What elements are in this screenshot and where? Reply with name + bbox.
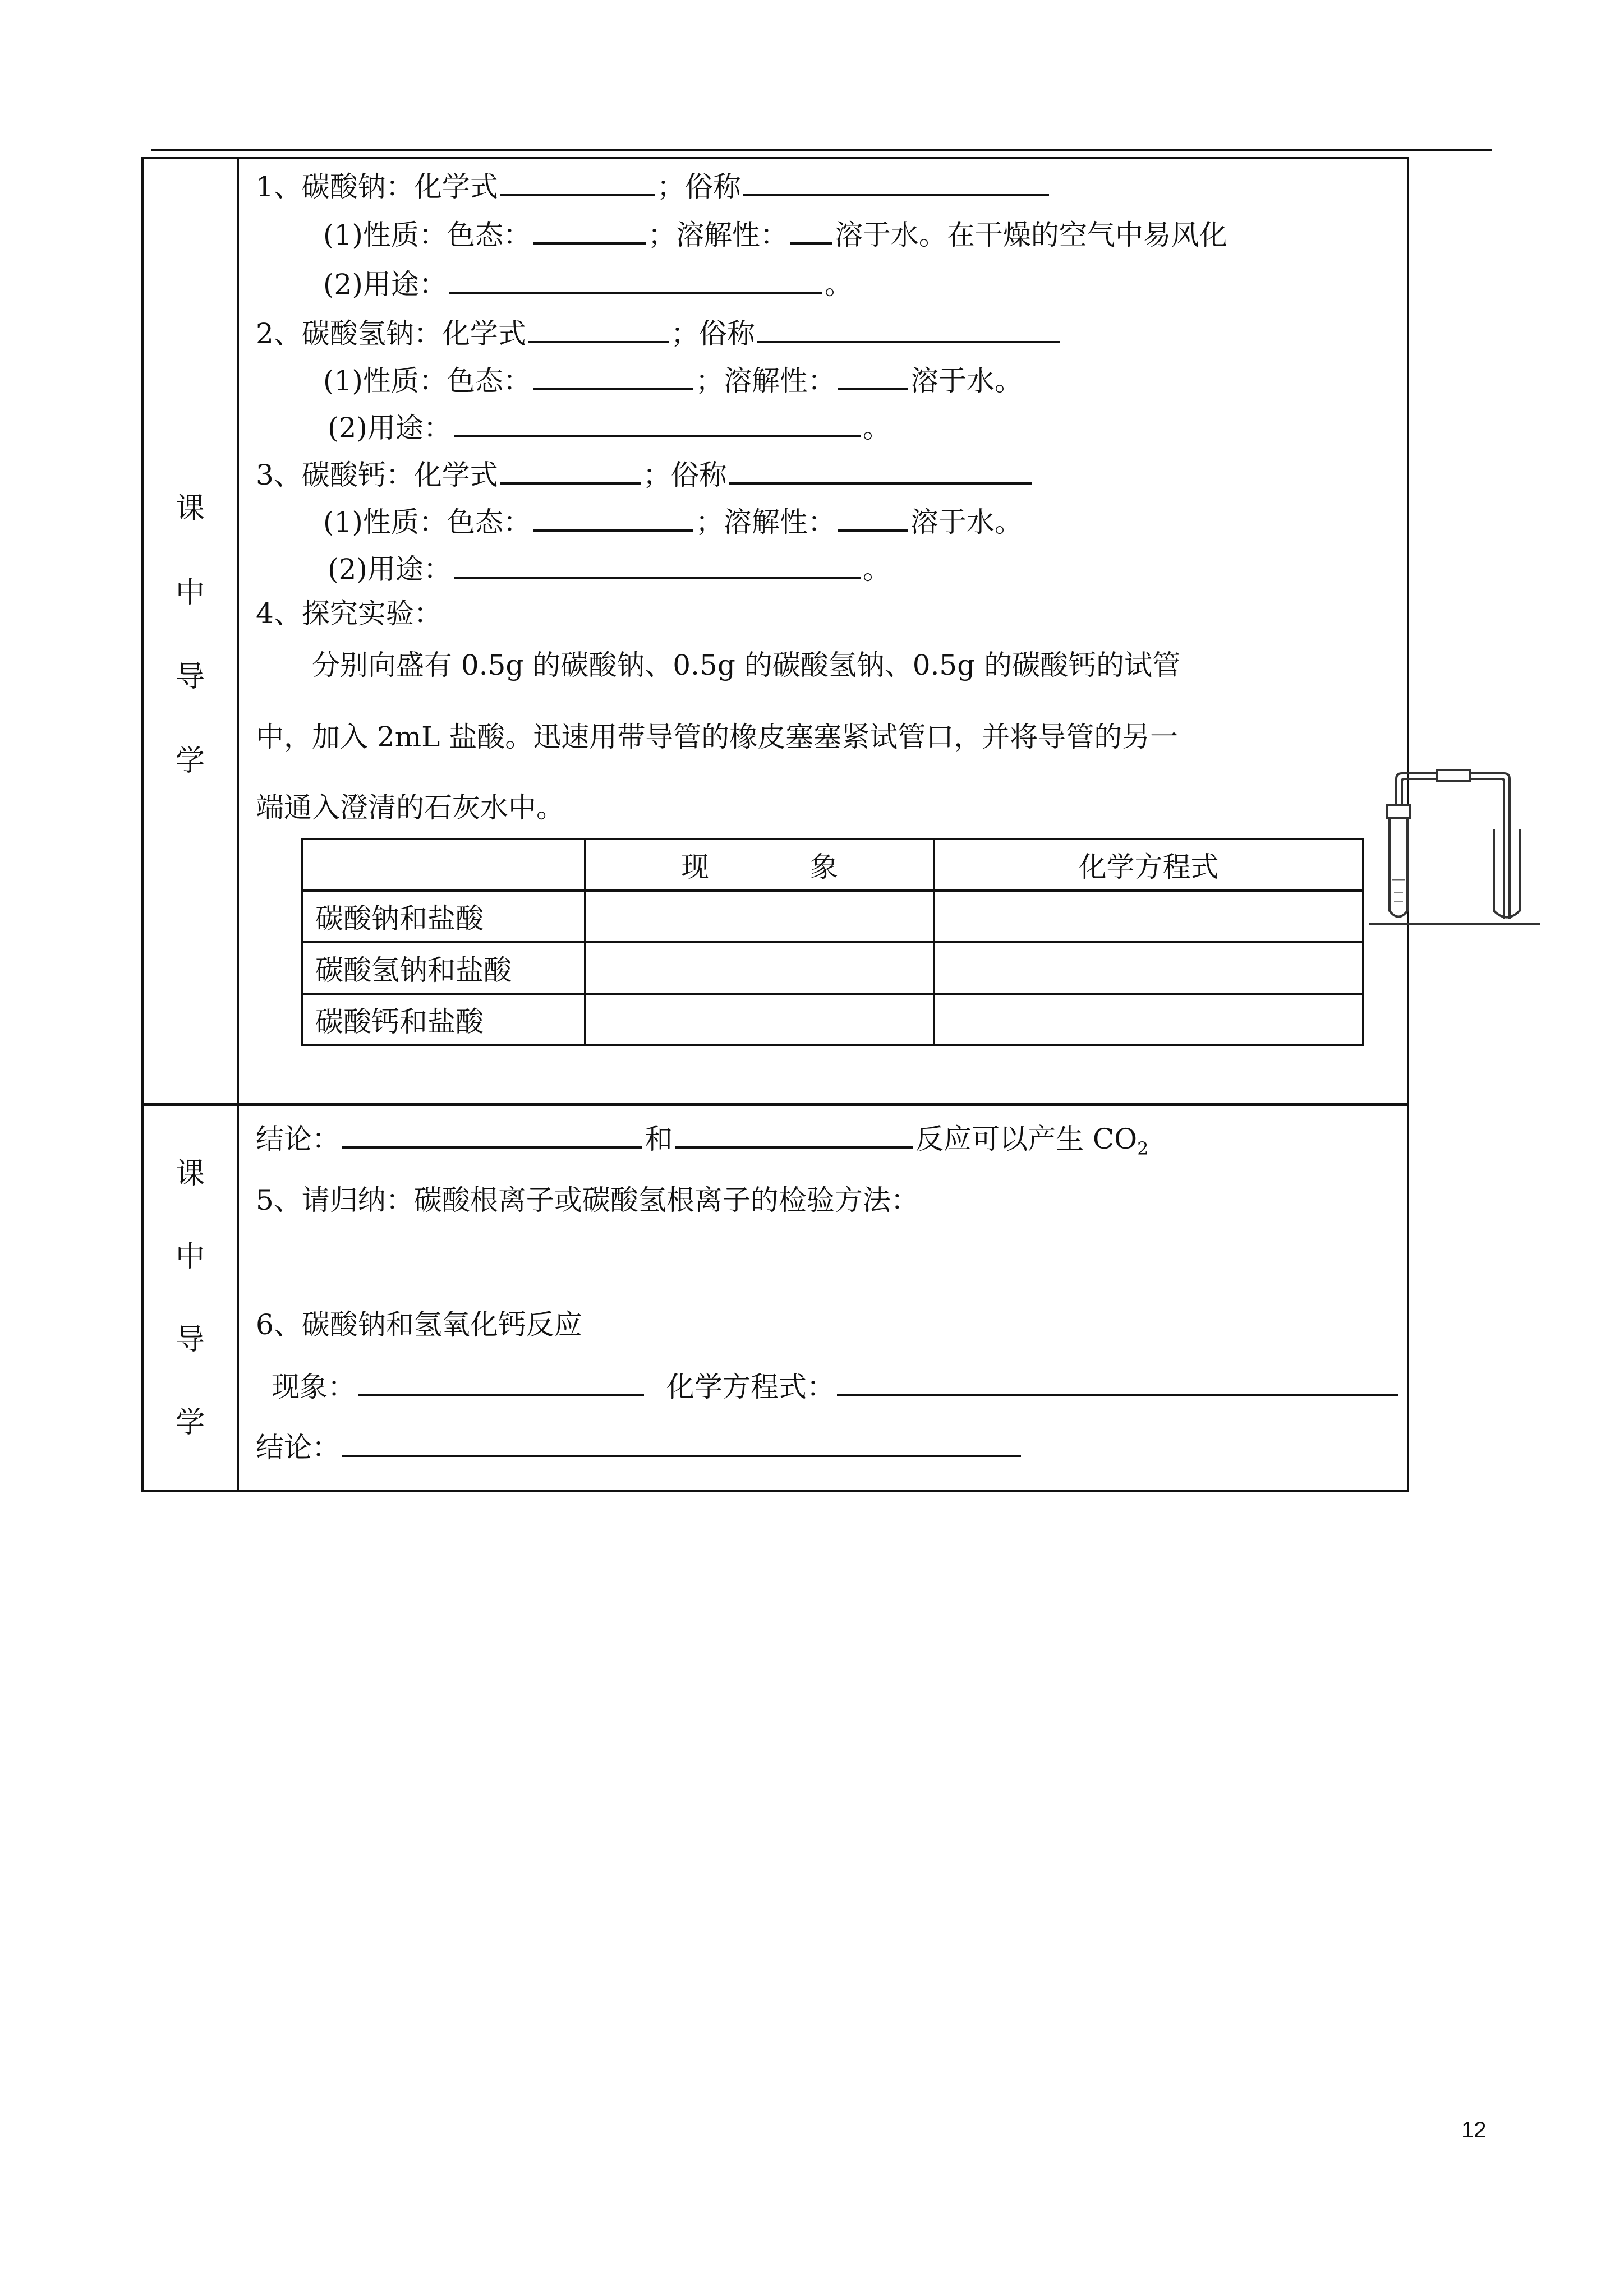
section-lesson-guide-1 — [141, 157, 1409, 1106]
q2-use-blank[interactable] — [454, 409, 861, 437]
q4-text-1: 分别向盛有 0.5g 的碳酸钠、0.5g 的碳酸氢钠、0.5g 的碳酸钙的试管 — [312, 649, 1181, 681]
q6-conclusion-line: 结论： — [256, 1429, 1023, 1464]
table-cell-equation[interactable] — [934, 994, 1363, 1045]
q6-conclusion-blank[interactable] — [342, 1429, 1021, 1457]
side-label-2 — [144, 1105, 237, 1490]
table-header-empty — [302, 839, 585, 891]
q5-line: 5、请归纳：碳酸根离子或碳酸氢根离子的检验方法： — [256, 1184, 919, 1216]
q3-solubility-blank[interactable] — [838, 504, 908, 532]
side-char: 学 — [175, 744, 205, 778]
q1-props-line: (1)性质：色态： ；溶解性： 溶于水。在干燥的空气中易风化 — [323, 216, 1227, 252]
q1-nickname-blank[interactable] — [743, 168, 1049, 196]
header-rule — [151, 149, 1492, 151]
side-char: 导 — [175, 660, 205, 694]
table-row-label: 碳酸钙和盐酸 — [302, 994, 585, 1045]
q6-phenomenon-blank[interactable] — [358, 1368, 644, 1396]
table-header-row — [302, 839, 1363, 891]
q2-formula-blank[interactable] — [528, 315, 669, 343]
q1-use-blank[interactable] — [449, 266, 822, 294]
table-cell-phenomenon[interactable] — [585, 942, 934, 994]
table-row — [302, 942, 1363, 994]
table-row-label: 碳酸钠和盐酸 — [302, 891, 585, 942]
q2-props-line: (1)性质：色态： ；溶解性： 溶于水。 — [323, 362, 1023, 398]
column-divider — [237, 1105, 239, 1490]
q3-line: 3、碳酸钙：化学式 ；俗称 — [256, 457, 1034, 492]
table-cell-equation[interactable] — [934, 891, 1363, 942]
table-cell-phenomenon[interactable] — [585, 891, 934, 942]
q1-state-blank[interactable] — [533, 216, 646, 245]
q6-line: 6、碳酸钠和氢氧化钙反应 — [256, 1308, 582, 1341]
side-char: 导 — [175, 1323, 205, 1357]
q1-formula-blank[interactable] — [500, 168, 655, 196]
conclusion-blank-1[interactable] — [342, 1121, 642, 1149]
q3-use-blank[interactable] — [454, 551, 861, 579]
table-row — [302, 994, 1363, 1045]
page-number: 12 — [1461, 2118, 1487, 2142]
conclusion-blank-2[interactable] — [675, 1121, 913, 1149]
table-row — [302, 891, 1363, 942]
q4-text-3: 端通入澄清的石灰水中。 — [256, 791, 564, 824]
section-lesson-guide-2 — [141, 1103, 1409, 1492]
side-label-1 — [144, 159, 237, 1104]
test-tube-apparatus-icon — [1369, 768, 1540, 930]
q2-state-blank[interactable] — [533, 362, 693, 390]
table-header-equation: 化学方程式 — [934, 839, 1363, 891]
q1-use-line: (2)用途： 。 — [323, 266, 853, 301]
q1-solubility-blank[interactable] — [790, 216, 832, 245]
side-char: 课 — [175, 1157, 205, 1191]
q1-line: 1、碳酸钠：化学式 ；俗称 — [256, 168, 1051, 204]
q6-phenomenon-line: 现象： 化学方程式： — [272, 1368, 1400, 1404]
q4-text-2: 中，加入 2mL 盐酸。迅速用带导管的橡皮塞塞紧试管口，并将导管的另一 — [256, 721, 1179, 753]
column-divider — [237, 159, 239, 1104]
table-row-label: 碳酸氢钠和盐酸 — [302, 942, 585, 994]
conclusion-line: 结论： 和 反应可以产生 $CO_2$ — [256, 1121, 1149, 1165]
q2-line: 2、碳酸氢钠：化学式 ；俗称 — [256, 315, 1062, 351]
q3-use-line: (2)用途： 。 — [328, 551, 891, 586]
side-char: 课 — [175, 492, 205, 525]
q3-state-blank[interactable] — [533, 504, 693, 532]
section-2-content — [256, 1105, 1396, 1490]
q2-use-line: (2)用途： 。 — [328, 409, 891, 445]
q2-nickname-blank[interactable] — [757, 315, 1060, 343]
side-char: 中 — [175, 576, 205, 610]
table-header-phenomenon: 现 象 — [585, 839, 934, 891]
experiment-table — [301, 838, 1364, 1046]
q3-props-line: (1)性质：色态： ；溶解性： 溶于水。 — [323, 504, 1023, 539]
table-cell-equation[interactable] — [934, 942, 1363, 994]
table-cell-phenomenon[interactable] — [585, 994, 934, 1045]
side-char: 中 — [175, 1240, 205, 1274]
q4-title: 4、探究实验： — [256, 597, 442, 630]
q3-nickname-blank[interactable] — [729, 457, 1032, 485]
side-char: 学 — [175, 1406, 205, 1440]
q6-equation-blank[interactable] — [837, 1368, 1398, 1396]
q3-formula-blank[interactable] — [500, 457, 641, 485]
q2-solubility-blank[interactable] — [838, 362, 908, 390]
